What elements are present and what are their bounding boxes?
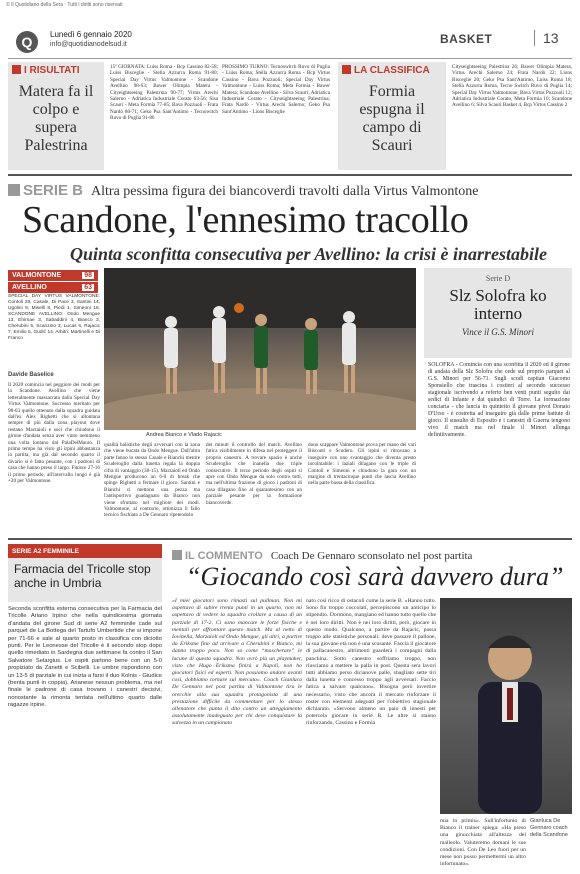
main-kicker-label: SERIE B: [23, 182, 84, 199]
contact-email: info@quotidianodelsud.it: [50, 41, 127, 48]
main-col2: qualità balistiche degli avversari con la zona che viene bucata da Ondo Mengue. Dall'altra parte fanno lo stesso Casale e Bianchi mentre Scuderoglio dalla lunetta regala la doppia cifra di vantaggio (38-15). Marzaioli ed Ondo Mengue producono un 6-0 di break che spinge Righetti a fermare il gioco. Santini e Bianchi ci mettono una pezza ma l'antisportivo guadagnato da Bianco non viene sfruttato nel migliore dei modi. Valmontone, al contrario, ottimizza il fallo tecnico fischiato a De Gennaro ripetendolo: [104, 442, 200, 519]
section-rule-2: [8, 538, 572, 540]
comment-kicker-text: Coach De Gennaro sconsolato nel post partita: [270, 550, 473, 562]
a2-title-box: [8, 558, 162, 602]
kicker-square-icon: [342, 65, 351, 74]
section-rule: [8, 174, 572, 176]
results-col1: 15ª GIORNATA: Luiss Roma - Bcp Cassino 82-58; Luiss Bisceglie - Stella Azzurra Roma 91-80; Special Day Virtus Valmontone - Scandone Avellino 98-63; Bawer Olimpia Matera - Cityeightseeing Palestrina 90-77; Virtus Arechi Salerno - Adriatica Industriale Corato 63-56; Sisa Scauri - Meta Formia 77-85; Bava Pozzuoli - Frata Nardò 80-71; Geko Psa Sant'Antimo - Tecnowitch Ruvo di Puglia 91-86: [110, 64, 218, 122]
home-score: 98: [84, 272, 92, 279]
home-team: VALMONTONE: [12, 272, 62, 279]
comment-label: IL COMMENTO: [185, 550, 263, 562]
issue-date: Lunedì 6 gennaio 2020: [50, 30, 132, 39]
standings-headline: Formia espugna il campo di Scauri: [359, 83, 425, 154]
tabellino: SPECIAL DAY VIRTUS VALMONTONE: Contoli 29, Casale, Di Pace 3, Santini 14, Ugolini 9, Miselli 8, Piedi 1, Simeoni 16. SCANDONE AVELLINO: Ondo Mengue 13, Ehirnae 3, Sabaddini 4, Bianco 3, Cherubini 5, Scanzino 3, Lucas 6, Rajacic 7, Emilio 5, Gudić 14. Arbitri: Martinelli e Di Franco: [8, 294, 100, 341]
basketball-players-image: [104, 268, 416, 430]
a2-headline: Farmacia del Tricolle stop anche in Umbria: [14, 562, 151, 590]
coach-portrait-image: [440, 598, 572, 814]
coach-photo: [440, 598, 572, 814]
score-box: [8, 270, 98, 293]
kicker-square-icon: [172, 550, 182, 560]
main-col3: dei minuti il controllo del match. Avellino fatica visibilmente in difesa nel proteggere il proprio canestro. A trovare spazio è anche Scuderoglio che inanella due triple consecutive. Il terzo periodo degli ospiti si apre con Ondo Mengue da solo contro tutti, ma nell'ultima frazione di gioco i padroni di casa dilagano fino al quarantesimo con un parziale pesante per la formazione biancoverde.: [206, 442, 302, 506]
standings-text: Cityseightseeing Palestrina 26; Bawer Olimpia Matera, Virtus Arechi Salerno 24; Frata Nardò 22; Lions Bisceglie 20; Geko Psa Sant'Antimo, Luiss Roma 18; Stella Azzurra Roma, Tecno Switch Ruvo di Puglia 14; Special Day Virtus Valmontone, Bava Virtus Pozzuoli 12; Adriatica Industriale Corato, Meta Formia 10; Scandone Avellino 6; Silva Scauri Basket 4, Bcp Virtus Cassino 2: [452, 64, 572, 109]
newspaper-logo: Q: [16, 31, 38, 53]
standings-label: [338, 62, 446, 79]
serie-d-label: Serie D: [485, 274, 511, 283]
results-title: I RISULTATI: [24, 65, 80, 76]
score-row-away: [8, 282, 98, 293]
serie-d-headline: Slz Solofra ko interno: [449, 286, 547, 323]
a2-label: SERIE A2 FEMMINILE: [8, 544, 162, 558]
coach-photo-caption: Gianluca De Gennaro coach della Scandone: [530, 818, 568, 838]
kicker-square-icon: [8, 184, 20, 196]
main-subhead: Quinta sconfitta consecutiva per Avellino: la crisi è inarrestabile: [70, 244, 547, 264]
standings-title: LA CLASSIFICA: [354, 65, 430, 76]
comment-headline: “Giocando così sarà davvero dura”: [186, 562, 564, 591]
away-team: AVELLINO: [12, 284, 47, 291]
results-box: [8, 62, 104, 170]
comment-col1: «I miei giocatori sono rimasti sul pullman. Non mi aspettavo di subire trenta punti in un quarto, non mi aspettavo di vedere la squadra crollare a causa di un parziale di 17-2. Ci sono mancate le forze fisiche e mentali per affrontare questo match. Ma al netto di Iovinella, Marzaioli ed Ondo Mengue, gli altri, a partire da Eriksme fino ad arrivare a Cherubini e Bianco, mi danno troppo poco. Non so come “mascherare” le lacune di questa squadra. Non avrò più un playmaker, visto che Hugo Eriksma finirà a Napoli, non ho giocatori fisici ed esperti. Non possiamo andare avanti così, dobbiamo tornare sul mercato». Coach Gianluca De Gennaro nel post partita di Valmontone tira le orecchie alla sua squadra protagonista di una prestazione difficile da commentare per lo stesso allenatore che punta il dito contro un atteggiamento assolutamente inadeguato per chi deve conquistare la salvezza in un campionato: [172, 598, 302, 727]
main-headline: Scandone, l'ennesimo tracollo: [22, 199, 469, 241]
author: Davide Baselice: [8, 372, 54, 378]
main-col1: Il 2020 comincia nel peggiore dei modi per la Scandone. Avellino che viene letteralmente massacrata dalla Special Day Virtus Valmontone. Successo meritato per 98-63 quello ottenuto dalla squadra guidata dall'ex Alex Righetti che si allontana sempre di più dalla zona playout dove restano Marzaioli e soci che chiudono il girone d'andata senza aver vinto nemmeno una volta lontano dal PalaDelMauro. Il primo tempo ha visto gli irpini abbastanza in partita, ma già dal secondo quarto il divario si è fatto pesante, con i padroni di casa che hanno preso il largo. Finisce 27-16 il primo periodo, all'intervallo lungo è già +20 per Valmontone.: [8, 382, 100, 485]
main-photo: [104, 268, 416, 430]
section-title: BASKET: [440, 32, 493, 46]
serie-d-text: SOLOFRA - Comincia con una sconfitta il 2020 ed il girone di andata della Slz Solofra che cede sul proprio parquet al G.S. Minori per 56-71. Sugli scudi capitan Giacomo Sponsiello che trascina i costieri al secondo successo stagionale iscrivendo a referto ben venti punti seguito dai sedici di Infante e dai quindici di Torre. La formazione conciaria - che lancia in quintetto il giovane pivot Donato D'Urso - è costretta ad inseguire già dalle prime battute di gioco. Il sussulto di Esposito e i canestri di Guerra tengono vivo il match ma nel finale il Minori allunga definitivamente.: [428, 362, 570, 438]
main-kicker-text: Altra pessima figura dei biancoverdi travolti dalla Virtus Valmontone: [91, 184, 479, 199]
comment-col2: nato così ricco di ostacoli come la serie B. «Hanno tutto. Sono fin troppo coccolati, percepiscono un anticipo lo stipendio. Dormono, mangiano ed hanno tutto quello che è nei loro diritti. Non è nei loro diritti, però, giocare in questo modo. Qualcuno, a partire da Rajacic, passa troppo alle statistiche personali: deve passare il pallone, la sua giovane età non è una scusante. Faccia il giocatore di pallacanestro, altrimenti guarderà i compagni dalla panchina. Sotto canestro soffriamo troppo, non riusciamo a mettere la palla in post. Questa sera lavori tutti abbiamo perso dicianove palle, sbagliato sette tiri dalla lunetta e concesso troppo agli avversari. Faccio fatica a salvare qualcuno». Bisogna però invertire necessario, visto che ancora il mercato rinforzare il roster con elementi adeguati per l'obiettivo stagionale dichiarato. «Servono almeno un paio di innesti per potercela giocare in serie B. Le altre si stanno rinforzando, Cassino e Formia: [306, 598, 436, 727]
header-rule: [8, 58, 572, 59]
main-col4: dono scappare Valmontone prova per mano dei vari Bisconti e Scudero. Gli irpini si ritrovano a inseguire con uno svantaggio che diventa presto incolmabile: i laziali dilagano con le triple di Contoli e Simeoni e chiudono la gara con un margine di trentacinque punti che lascia Avellino nella parte bassa della classifica.: [308, 442, 416, 487]
serie-d-box: [424, 268, 572, 358]
main-photo-caption: Andrea Bianco e Vlado Rajacic: [146, 432, 222, 438]
standings-box: [338, 62, 446, 170]
results-label: [8, 62, 104, 79]
copyright-notice: © Il Quotidiano della Sera · Tutti i diritti sono riservati: [6, 2, 123, 8]
comment-col3: mia in primis». Sull'infortunio di Bianco il trainer spiega: «Ha preso una ginocchiata all'altezza del malleolo. Valuteremo domani le sue condizioni. Con De Leo fuori per un mese non posso permettermi un altro infortunato».: [440, 818, 526, 868]
kicker-square-icon: [12, 65, 21, 74]
score-row-home: [8, 270, 98, 281]
results-headline: Matera fa il colpo e supera Palestrina: [18, 83, 94, 154]
a2-text: Seconda sconfitta esterna consecutiva per la Farmacia del Tricolle Ariano Irpino che nella quindicesima giornata d'andata del girone Sud di serie A2 femminile cade sul parquet de La Bottega del Tartufo Umbertide che si impone per 71-66 e sale al quarto posto in classifica con diciotto punti. Per le Leonesse del Tricolle è il secondo stop dopo quello rimediato in Sardegna due settimane fa contro il San Salvatore Selargius. Le ospiti partono bene con un 5-0 propiziato da Zanetti e Scibelli. Le umbre rispondono con un 13-5 di parziale in cui inizia a farsi il duo Kolnis - Giudice (trenta punti in coppia). Arianese nessun problema, ma nel finale le padrone di casa trovano i canestri decisivi, nonostante la rimonta tentata nell'ultimo quarto dalle ragazze irpine.: [8, 606, 162, 709]
main-kicker: [8, 182, 572, 200]
page-number: 13: [534, 30, 559, 46]
serie-d-subhead: Vince il G.S. Minori: [461, 327, 535, 337]
away-score: 63: [84, 284, 92, 291]
results-col2: PROSSIMO TURNO: Tecnoswitch Ruvo di Puglia - Luiss Roma; Stella Azzurra Roma - Bcp Virtus Cassino - Bava Pozzuoli; Special Day Virtus Valmontone - Luiss Roma; Meta Formia - Bawer Matera; Scandone Avellino - Silva Scauri; Adriatica Industriale Corato - Cityseightseeing Palestrina; Frata Nardò - Virtus Arechi Salerno; Geko Psa Sant'Antimo - Lions Bisceglie: [222, 64, 330, 115]
